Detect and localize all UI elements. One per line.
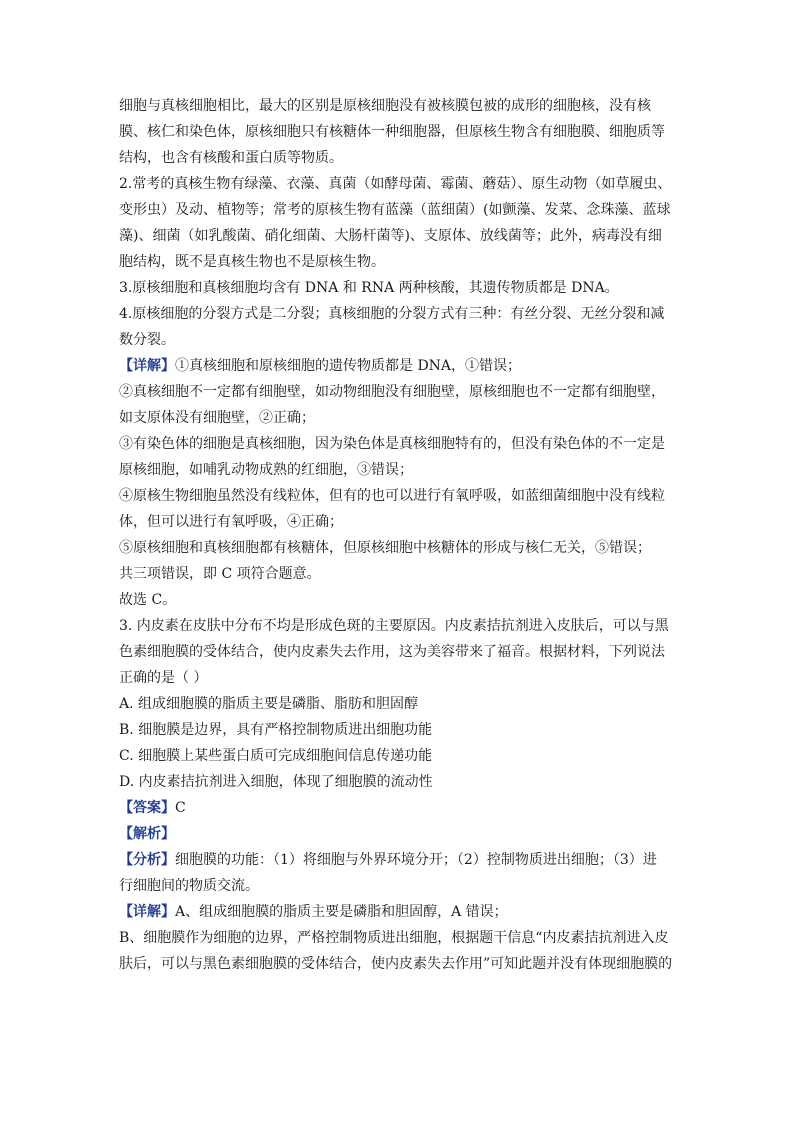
line-text: 3. 内皮素在皮肤中分布不均是形成色斑的主要原因。内皮素拮抗剂进入皮肤后，可以与黑 [119,618,669,634]
text-line [119,639,679,665]
text-line [119,925,679,951]
text-line [119,509,679,535]
line-text: ⑤原核细胞和真核细胞都有核糖体，但原核细胞中核糖体的形成与核仁无关，⑤错误； [119,540,651,556]
text-line [119,119,679,145]
text-line [119,743,679,769]
section-tag: 【分析】 [119,852,175,868]
line-text: 结构，也含有核酸和蛋白质等物质。 [119,150,343,166]
text-line [119,145,679,171]
line-text: 故选 C。 [119,592,177,608]
line-text: 变形虫）及动、植物等；常考的原核生物有蓝藻（蓝细菌）(如颤藻、发菜、念珠藻、蓝球 [119,202,671,218]
line-text: B. 细胞膜是边界，具有严格控制物质进出细胞功能 [119,722,433,738]
text-line [119,769,679,795]
line-text: 细胞膜的功能：（1）将细胞与外界环境分开；（2）控制物质进出细胞；（3）进 [175,852,657,868]
section-tag: 【解析】 [119,826,175,842]
text-line [119,483,679,509]
line-text: 4.原核细胞的分裂方式是二分裂；真核细胞的分裂方式有三种：有丝分裂、无丝分裂和减 [119,306,665,322]
text-line [119,457,679,483]
text-line [119,899,679,925]
text-line [119,379,679,405]
line-text: A. 组成细胞膜的脂质主要是磷脂、脂肪和胆固醇 [119,696,419,712]
text-line [119,197,679,223]
section-tag: 【详解】 [119,358,175,374]
line-text: 体，但可以进行有氧呼吸，④正确； [119,514,343,530]
text-line [119,301,679,327]
text-line [119,821,679,847]
line-text: 正确的是（ ） [119,670,208,686]
text-line [119,223,679,249]
text-line [119,691,679,717]
line-text: B、细胞膜作为细胞的边界，严格控制物质进出细胞，根据题干信息“内皮素拮抗剂进入皮 [119,930,669,946]
line-text: ③有染色体的细胞是真核细胞，因为染色体是真核细胞特有的，但没有染色体的不一定是 [119,436,665,452]
text-line [119,873,679,899]
line-text: ②真核细胞不一定都有细胞壁，如动物细胞没有细胞壁，原核细胞也不一定都有细胞壁， [119,384,665,400]
text-line [119,275,679,301]
line-text: 细胞与真核细胞相比，最大的区别是原核细胞没有被核膜包被的成形的细胞核，没有核 [119,98,651,114]
text-line [119,93,679,119]
text-line [119,353,679,379]
line-text: C. 细胞膜上某些蛋白质可完成细胞间信息传递功能 [119,748,433,764]
text-line [119,951,679,977]
line-text: 3.原核细胞和真核细胞均含有 DNA 和 RNA 两种核酸，其遗传物质都是 DNA。 [119,280,619,296]
line-text: C [175,800,186,816]
text-line [119,717,679,743]
line-text: 行细胞间的物质交流。 [119,878,259,894]
line-text: 膜、核仁和染色体，原核细胞只有核糖体一种细胞器，但原核生物含有细胞膜、细胞质等 [119,124,665,140]
line-text: 藻)、细菌（如乳酸菌、硝化细菌、大肠杆菌等)、支原体、放线菌等；此外，病毒没有细 [119,228,662,244]
text-line [119,431,679,457]
text-line [119,561,679,587]
text-line [119,405,679,431]
line-text: A、组成细胞膜的脂质主要是磷脂和胆固醇，A 错误； [175,904,508,920]
text-line [119,795,679,821]
text-line [119,171,679,197]
document-body [119,93,679,977]
text-line [119,847,679,873]
line-text: ①真核细胞和原核细胞的遗传物质都是 DNA，①错误； [175,358,522,374]
line-text: 色素细胞膜的受体结合，使内皮素失去作用，这为美容带来了福音。根据材料，下列说法 [119,644,665,660]
line-text: 如支原体没有细胞壁，②正确； [119,410,315,426]
line-text: 2.常考的真核生物有绿藻、衣藻、真菌（如酵母菌、霉菌、蘑菇）、原生动物（如草履虫、 [119,176,672,192]
line-text: 共三项错误，即 C 项符合题意。 [119,566,321,582]
line-text: 原核细胞，如哺乳动物成熟的红细胞，③错误； [119,462,413,478]
line-text: 数分裂。 [119,332,175,348]
line-text: D. 内皮素拮抗剂进入细胞，体现了细胞膜的流动性 [119,774,433,790]
text-line [119,665,679,691]
text-line [119,327,679,353]
line-text: ④原核生物细胞虽然没有线粒体，但有的也可以进行有氧呼吸，如蓝细菌细胞中没有线粒 [119,488,665,504]
text-line [119,249,679,275]
line-text: 肤后，可以与黑色素细胞膜的受体结合，使内皮素失去作用”可知此题并没有体现细胞膜的 [119,956,673,972]
text-line [119,587,679,613]
text-line [119,535,679,561]
section-tag: 【详解】 [119,904,175,920]
line-text: 胞结构，既不是真核生物也不是原核生物。 [119,254,385,270]
section-tag: 【答案】 [119,800,175,816]
text-line [119,613,679,639]
